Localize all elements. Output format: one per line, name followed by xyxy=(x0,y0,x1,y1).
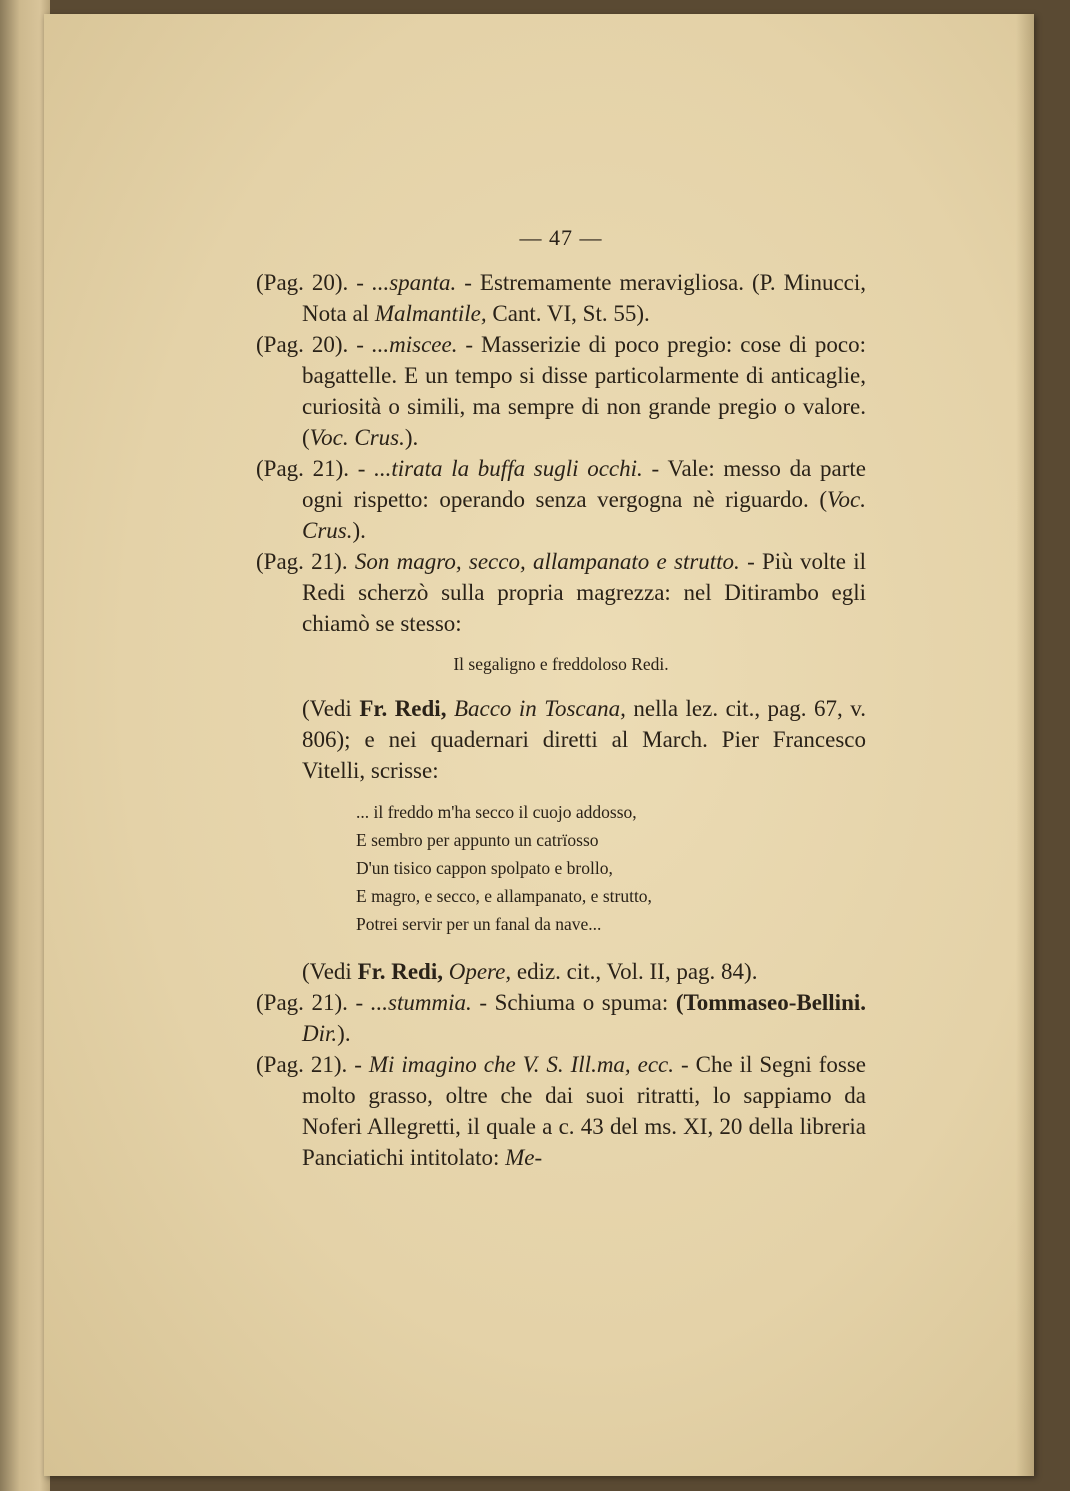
quoted-verse: Il segaligno e freddoloso Redi. xyxy=(453,654,669,674)
verse-line: E sembro per appunto un catrïosso xyxy=(356,830,599,850)
verse-line: E magro, e secco, e allampanato, e strutto, xyxy=(356,886,652,906)
note-entry: (Pag. 21). - ...stummia. - Schiuma o spuma: (Tommaseo-Bellini. Dir.). xyxy=(256,990,867,1046)
note-entry: (Pag. 21). - Mi imagino che V. S. Ill.ma, ecc. - Che il Segni fosse molto grasso, oltre che dai suoi ritratti, lo sappiamo da Noferi Allegretti, il quale a c. 43 del ms. XI, 20 della libreria Panciatichi intitolato: Me- xyxy=(256,1052,866,1170)
left-page-edge xyxy=(0,0,50,1491)
verse-line: D'un tisico cappon spolpato e brollo, xyxy=(356,858,613,878)
note-entry: (Pag. 21). - ...tirata la buffa sugli occhi. - Vale: messo da parte ogni rispetto: operando senza vergogna nè riguardo. (Voc. Crus.). xyxy=(256,456,867,543)
note-entry: (Pag. 20). - ...spanta. - Estremamente meravigliosa. (P. Minucci, Nota al Malmantile, Cant. VI, St. 55). xyxy=(256,270,867,326)
note-entry: (Pag. 20). - ...miscee. - Masserizie di poco pregio: cose di poco: bagattelle. E un tempo si disse particolarmente di anticaglie, curiosità o simili, ma sempre di non grande pregio o valore. (Voc. Crus.). xyxy=(256,332,867,450)
page-text xyxy=(256,222,866,1173)
note-entry: (Pag. 21). Son magro, secco, allampanato e strutto. - Più volte il Redi scherzò sulla propria magrezza: nel Ditirambo egli chiamò se stesso: xyxy=(256,549,866,636)
verse-line: Potrei servir per un fanal da nave... xyxy=(356,914,602,934)
citation-paragraph: (Vedi Fr. Redi, Opere, ediz. cit., Vol. II, pag. 84). xyxy=(302,959,758,984)
verse-quotation xyxy=(356,798,866,938)
page-number: — 47 — xyxy=(519,225,603,250)
citation-paragraph: (Vedi Fr. Redi, Bacco in Toscana, nella lez. cit., pag. 67, v. 806); e nei quadernari diretti al March. Pier Francesco Vitelli, scrisse: xyxy=(302,696,866,783)
verse-line: ... il freddo m'ha secco il cuojo addosso, xyxy=(356,802,637,822)
